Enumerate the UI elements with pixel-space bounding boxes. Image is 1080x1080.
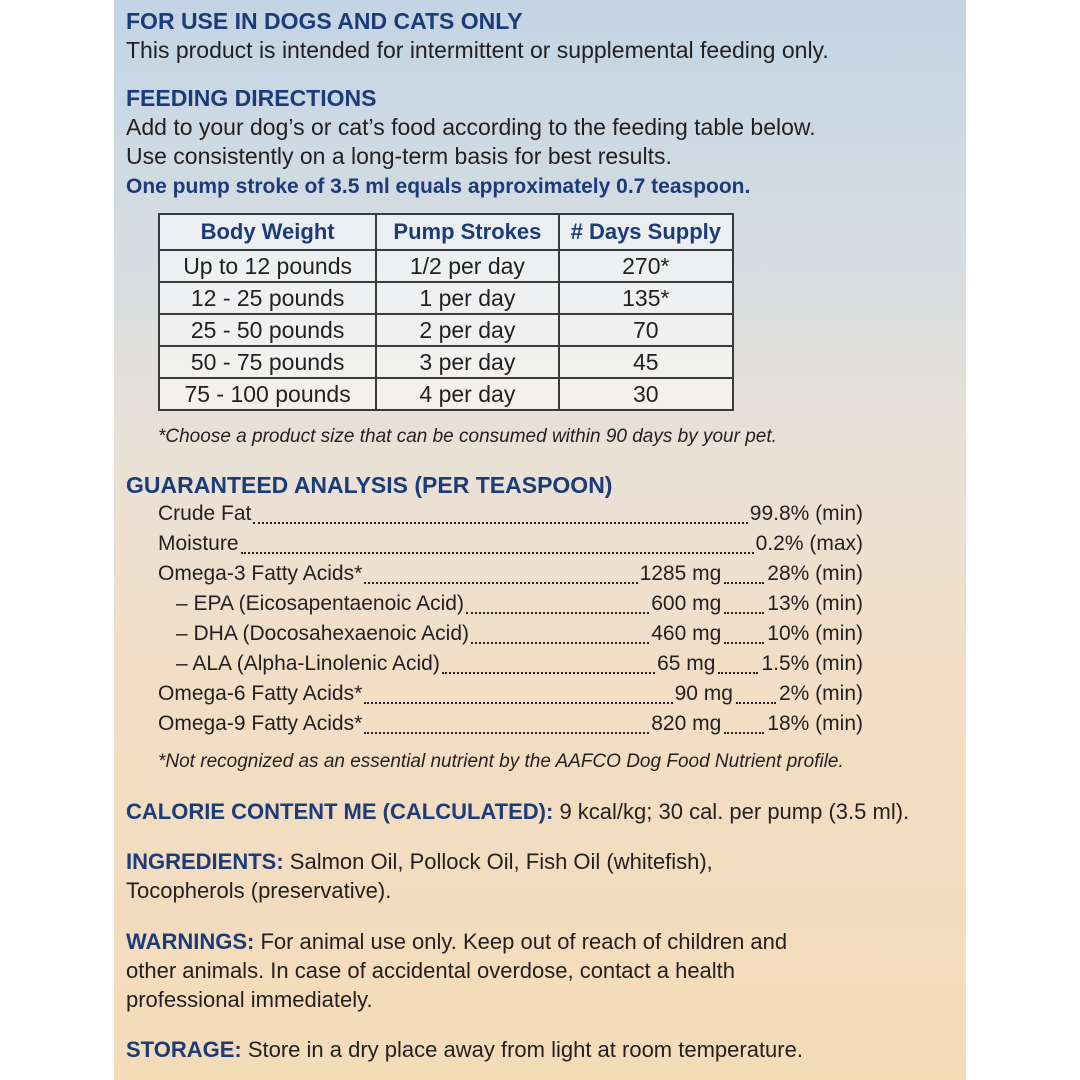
pump-note: One pump stroke of 3.5 ml equals approximately 0.7 teaspoon. xyxy=(126,175,751,198)
leader-dots xyxy=(241,552,754,554)
storage-text: Store in a dry place away from light at room temperature. xyxy=(241,1037,803,1062)
header-days-supply: # Days Supply xyxy=(559,214,733,250)
leader-dots xyxy=(724,582,764,584)
header-body-weight: Body Weight xyxy=(159,214,376,250)
cell-body-weight: 75 - 100 pounds xyxy=(159,378,376,410)
calorie-text: 9 kcal/kg; 30 cal. per pump (3.5 ml). xyxy=(553,799,910,824)
cell-pump-strokes: 2 per day xyxy=(376,314,558,346)
analysis-label: – DHA (Docosahexaenoic Acid) xyxy=(176,622,469,645)
leader-dots xyxy=(736,702,776,704)
cell-pump-strokes: 1 per day xyxy=(376,282,558,314)
analysis-value: 18% (min) xyxy=(767,712,863,735)
feeding-footnote: *Choose a product size that can be consumed within 90 days by your pet. xyxy=(158,426,777,447)
leader-dots xyxy=(724,732,764,734)
analysis-amount: 820 mg xyxy=(651,712,722,735)
analysis-label: Omega-9 Fatty Acids* xyxy=(158,712,363,735)
analysis-row-omega-3 xyxy=(158,562,863,590)
calorie-label: CALORIE CONTENT ME (CALCULATED): xyxy=(126,799,554,824)
cell-days-supply: 30 xyxy=(559,378,733,410)
table-row xyxy=(159,250,733,282)
cell-days-supply: 135* xyxy=(559,282,733,314)
usage-heading: FOR USE IN DOGS AND CATS ONLY xyxy=(126,8,523,34)
label-panel xyxy=(114,0,966,1080)
analysis-value: 0.2% (max) xyxy=(755,532,863,555)
analysis-value: 1.5% (min) xyxy=(761,652,863,675)
analysis-label: – ALA (Alpha-Linolenic Acid) xyxy=(176,652,440,675)
analysis-label: Omega-6 Fatty Acids* xyxy=(158,682,363,705)
analysis-amount: 1285 mg xyxy=(639,562,722,585)
table-row xyxy=(159,314,733,346)
leader-dots xyxy=(471,642,649,644)
analysis-row-omega-9 xyxy=(158,712,863,740)
calorie-content xyxy=(126,797,956,826)
cell-days-supply: 70 xyxy=(559,314,733,346)
analysis-amount: 90 mg xyxy=(674,682,733,705)
analysis-value: 10% (min) xyxy=(767,622,863,645)
cell-body-weight: Up to 12 pounds xyxy=(159,250,376,282)
analysis-value: 2% (min) xyxy=(778,682,863,705)
storage xyxy=(126,1035,956,1064)
analysis-row-moisture xyxy=(158,532,863,560)
feeding-heading: FEEDING DIRECTIONS xyxy=(126,85,377,111)
cell-pump-strokes: 3 per day xyxy=(376,346,558,378)
cell-pump-strokes: 1/2 per day xyxy=(376,250,558,282)
analysis-value: 99.8% (min) xyxy=(749,502,863,525)
leader-dots xyxy=(724,642,764,644)
analysis-heading: GUARANTEED ANALYSIS (PER TEASPOON) xyxy=(126,472,613,498)
analysis-row-dha xyxy=(176,622,863,650)
ingredients-label: INGREDIENTS: xyxy=(126,849,284,874)
leader-dots xyxy=(364,732,649,734)
header-pump-strokes: Pump Strokes xyxy=(376,214,558,250)
cell-body-weight: 12 - 25 pounds xyxy=(159,282,376,314)
cell-pump-strokes: 4 per day xyxy=(376,378,558,410)
cell-body-weight: 25 - 50 pounds xyxy=(159,314,376,346)
analysis-amount: 65 mg xyxy=(657,652,716,675)
warnings xyxy=(126,927,816,1014)
analysis-row-epa xyxy=(176,592,863,620)
cell-days-supply: 270* xyxy=(559,250,733,282)
ingredients xyxy=(126,847,766,905)
analysis-label: – EPA (Eicosapentaenoic Acid) xyxy=(176,592,464,615)
table-row xyxy=(159,282,733,314)
leader-dots xyxy=(718,672,758,674)
feeding-line-2: Use consistently on a long-term basis for best results. xyxy=(126,143,672,169)
storage-label: STORAGE: xyxy=(126,1037,242,1062)
analysis-amount: 460 mg xyxy=(651,622,722,645)
analysis-label: Omega-3 Fatty Acids* xyxy=(158,562,363,585)
leader-dots xyxy=(724,612,764,614)
analysis-row-omega-6 xyxy=(158,682,863,710)
leader-dots xyxy=(466,612,649,614)
analysis-row-ala xyxy=(176,652,863,680)
warnings-label: WARNINGS: xyxy=(126,929,255,954)
table-header-row xyxy=(159,214,733,250)
analysis-label: Crude Fat xyxy=(158,502,252,525)
analysis-row-crude-fat xyxy=(158,502,863,530)
feeding-line-1: Add to your dog’s or cat’s food according to the feeding table below. xyxy=(126,114,816,140)
analysis-value: 13% (min) xyxy=(767,592,863,615)
leader-dots xyxy=(364,702,672,704)
analysis-amount: 600 mg xyxy=(651,592,722,615)
table-row xyxy=(159,378,733,410)
analysis-footnote: *Not recognized as an essential nutrient by the AAFCO Dog Food Nutrient profile. xyxy=(158,751,844,772)
ingredients-text: Salmon Oil, Pollock Oil, Fish Oil (whitefish), Tocopherols (preservative). xyxy=(126,849,713,903)
cell-days-supply: 45 xyxy=(559,346,733,378)
warnings-text: For animal use only. Keep out of reach of children and other animals. In case of accidental overdose, contact a health professional immediately. xyxy=(126,929,788,1012)
analysis-value: 28% (min) xyxy=(767,562,863,585)
leader-dots xyxy=(364,582,637,584)
leader-dots xyxy=(442,672,655,674)
analysis-label: Moisture xyxy=(158,532,239,555)
usage-text: This product is intended for intermittent or supplemental feeding only. xyxy=(126,37,829,63)
leader-dots xyxy=(253,522,747,524)
table-row xyxy=(159,346,733,378)
cell-body-weight: 50 - 75 pounds xyxy=(159,346,376,378)
feeding-table xyxy=(158,213,734,411)
